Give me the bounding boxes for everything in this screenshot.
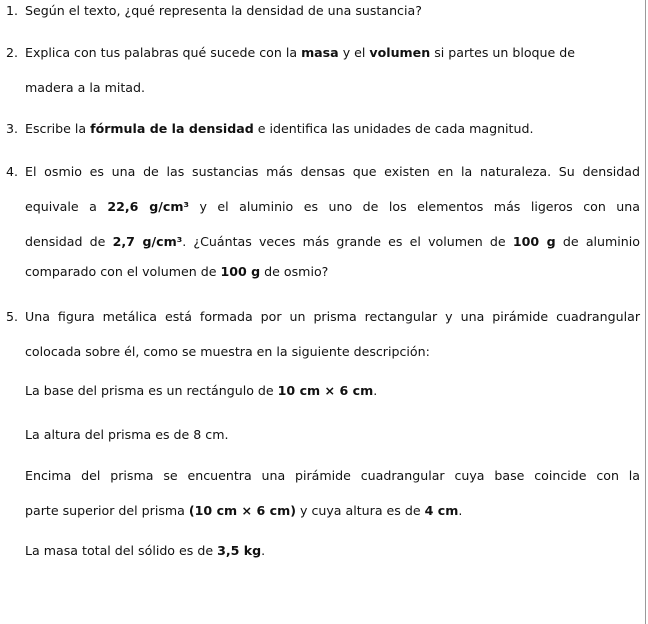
text: colocada sobre él, como se muestra en la siguiente descripción: [25,344,430,359]
text: e identifica las unidades de cada magnitud. [253,121,534,136]
text: equivale a [25,199,108,214]
question-2-line [25,45,575,61]
bold-text: 22,6 g/cm³ [107,199,189,214]
bold-text: volumen [369,45,431,60]
text: El osmio es una de las sustancias más densas que existen en la naturaleza. Su densidad [25,164,640,179]
bold-text: (10 cm × 6 cm) [188,503,296,518]
text: . [373,383,378,398]
text: . [458,503,463,518]
question-4-line [25,164,640,180]
text: La altura del prisma es de 8 cm. [25,427,229,442]
bold-text: masa [301,45,339,60]
text: Explica con tus palabras qué sucede con la [25,45,302,60]
bold-text: 4 cm [424,503,459,518]
question-number: 4. [6,164,19,179]
question-4-line [25,264,328,280]
text: . ¿Cuántas veces más grande es el volumen de [182,234,513,249]
text: y el [338,45,370,60]
text: y cuya altura es de [295,503,425,518]
bold-text: 100 g [220,264,261,279]
question-4-line [25,199,640,215]
question-2-line [25,80,145,96]
bold-text: 3,5 kg [217,543,262,558]
question-5-line [25,383,377,399]
bold-text: 10 cm × 6 cm [277,383,374,398]
text: Encima del prisma se encuentra una pirámide cuadrangular cuya base coincide con la [25,468,640,483]
text: parte superior del prisma [25,503,189,518]
question-5-line [25,503,462,519]
text: y el aluminio es uno de los elementos más ligeros con una [188,199,640,214]
question-3-line [25,121,533,137]
question-5-line [25,468,640,484]
bold-text: 100 g [512,234,556,249]
text: de aluminio [555,234,640,249]
question-5-line [25,344,430,360]
text: madera a la mitad. [25,80,145,95]
question-5-line [25,427,229,443]
text: Según el texto, ¿qué representa la densidad de una sustancia? [25,3,422,18]
question-5-line [25,543,265,559]
text: Escribe la [25,121,91,136]
question-4-line [25,234,640,250]
bold-text: 2,7 g/cm³ [112,234,183,249]
question-number: 1. [6,3,19,18]
page-right-border [645,0,646,624]
bold-text: fórmula de la densidad [90,121,254,136]
question-number: 5. [6,309,19,324]
text: si partes un bloque de [430,45,576,60]
text: Una figura metálica está formada por un prisma rectangular y una pirámide cuadrangular [25,309,640,324]
question-1-line [25,3,422,19]
text: densidad de [25,234,113,249]
question-number: 2. [6,45,19,60]
text: . [261,543,266,558]
text: La masa total del sólido es de [25,543,218,558]
text: La base del prisma es un rectángulo de [25,383,278,398]
text: comparado con el volumen de [25,264,221,279]
question-5-line [25,309,640,325]
text: de osmio? [260,264,329,279]
question-number: 3. [6,121,19,136]
